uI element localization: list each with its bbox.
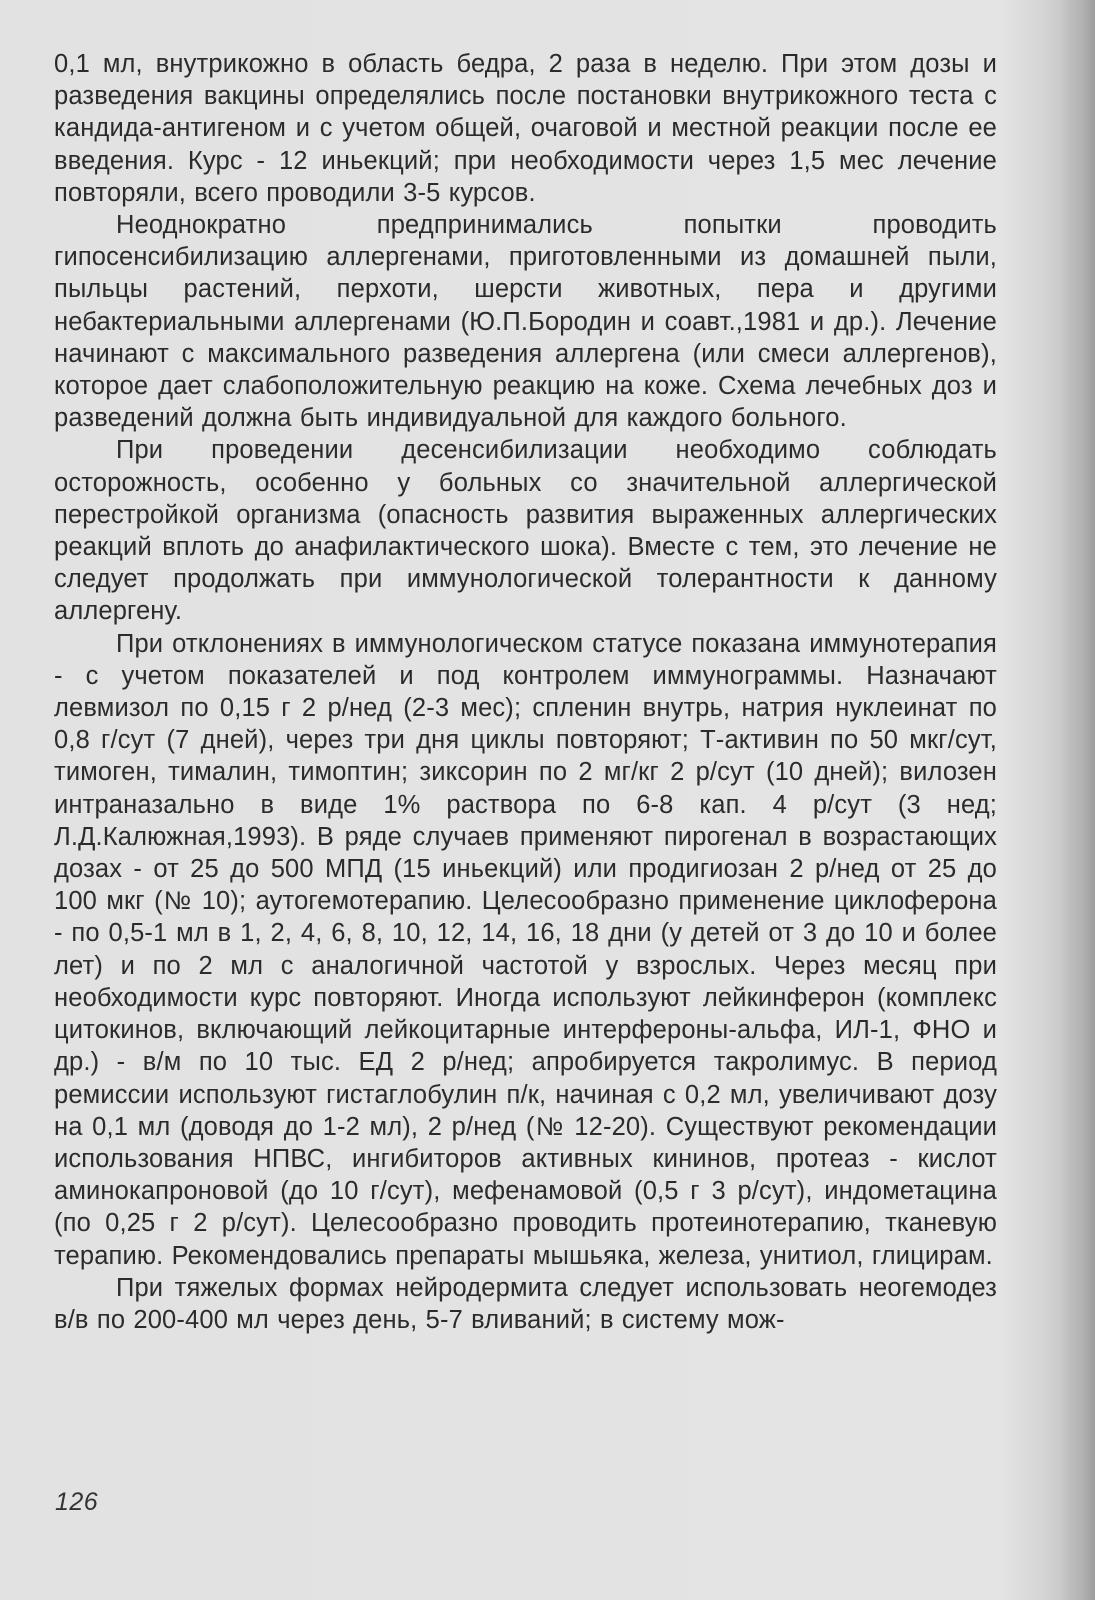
body-text	[54, 48, 997, 1336]
paragraph-hyposensitization: Неоднократно предпринимались попытки проводить гипосенсибилизацию аллергенами, приготовленными из домашней пыли, пыльцы растений, перхоти, шерсти животных, пера и другими небактериальными аллергенами (Ю.П.Бородин и соавт.,1981 и др.). Лечение начинают с максимального разведения аллергена (или смеси аллергенов), которое дает слабоположительную реакцию на коже. Схема лечебных доз и разведений должна быть индивидуальной для каждого больного.	[54, 211, 997, 433]
page-binding-shadow	[1061, 0, 1095, 1600]
paragraph-immunotherapy: При отклонениях в иммунологическом статусе показана иммунотерапия - с учетом показателей и под контролем иммунограммы. Назначают левмизол по 0,15 г 2 р/нед (2-3 мес); спленин внутрь, натрия нуклеинат по 0,8 г/сут (7 дней), через три дня циклы повторяют; Т-активин по 50 мкг/сут, тимоген, тималин, тимоптин; зиксорин по 2 мг/кг 2 р/сут (10 дней); вилозен интраназально в виде 1% раствора по 6-8 кап. 4 р/сут (3 нед; Л.Д.Калюжная,1993). В ряде случаев применяют пирогенал в возрастающих дозах - от 25 до 500 МПД (15 иньекций) или продигиозан 2 р/нед от 25 до 100 мкг (№ 10); аутогемотерапию. Целесообразно применение циклоферона - по 0,5-1 мл в 1, 2, 4, 6, 8, 10, 12, 14, 16, 18 дни (у детей от 3 до 10 и более лет) и по 2 мл с аналогичной частотой у взрослых. Через месяц при необходимости курс повторяют. Иногда используют лейкинферон (комплекс цитокинов, включающий лейкоцитарные интерфероны-альфа, ИЛ-1, ФНО и др.) - в/м по 10 тыс. ЕД 2 р/нед; апробируется такролимус. В период ремиссии используют гистаглобулин п/к, начиная с 0,2 мл, увеличивают дозу на 0,1 мл (доводя до 1-2 мл), 2 р/нед (№ 12-20). Существуют рекомендации использования НПВС, ингибиторов активных кининов, протеаз - кислот аминокапроновой (до 10 г/сут), мефенамовой (0,5 г 3 р/сут), индометацина (по 0,25 г 2 р/сут). Целесообразно проводить протеинотерапию, тканевую терапию. Рекомендовались препараты мышьяка, железа, унитиол, глицирам.	[54, 629, 997, 1270]
paragraph-continuation: 0,1 мл, внутрикожно в область бедра, 2 раза в неделю. При этом дозы и разведения вакцины определялись после постановки внутрикожного теста с кандида-антигеном и с учетом общей, очаговой и местной реакции после ее введения. Курс - 12 иньекций; при необходимости через 1,5 мес лечение повторяли, всего проводили 3-5 курсов.	[54, 50, 997, 207]
page-number: 126	[55, 1488, 99, 1516]
paragraph-desensitization-caution: При проведении десенсибилизации необходимо соблюдать осторожность, особенно у больных со значительной аллергической перестройкой организма (опасность развития выраженных аллергических реакций вплоть до анафилактического шока). Вместе с тем, это лечение не следует продолжать при иммунологической толерантности к данному аллергену.	[54, 436, 997, 626]
paragraph-severe-forms: При тяжелых формах нейродермита следует использовать неогемодез в/в по 200-400 мл через день, 5-7 вливаний; в систему мож-	[54, 1273, 997, 1334]
